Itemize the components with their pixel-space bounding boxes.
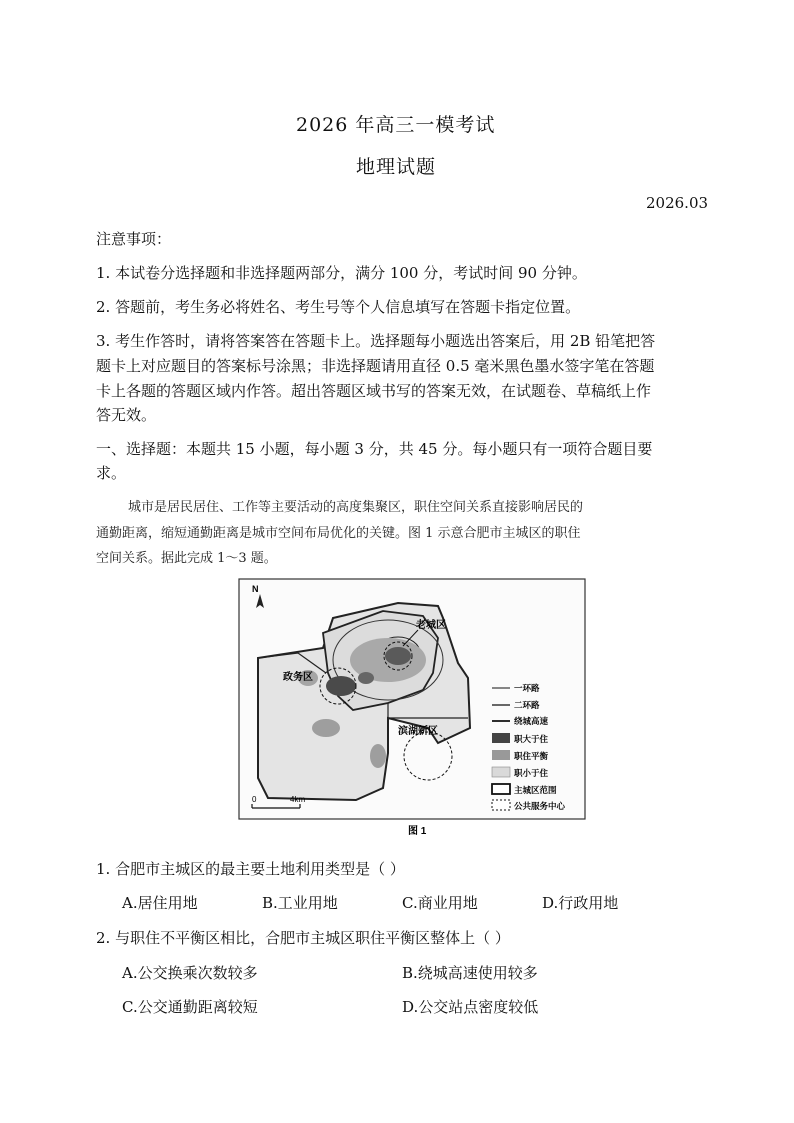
question-1-stem: 1. 合肥市主城区的最主要土地利用类型是（ ） [96,860,405,878]
note-item-2: 2. 答题前，考生务必将姓名、考生号等个人信息填写在答题卡指定位置。 [96,298,581,316]
section-heading-line: 一、选择题：本题共 15 小题，每小题 3 分，共 45 分。每小题只有一项符合题目要 [96,440,653,458]
question-1-option-c: C.商业用地 [402,894,478,912]
figure-caption: 图 1 [408,826,427,837]
question-1-option-d: D.行政用地 [542,894,619,912]
job-dominant-zone [358,672,374,684]
note-item-3-line: 答无效。 [96,406,157,424]
question-2-option-a: A.公交换乘次数较多 [122,964,258,982]
question-2-option-c: C.公交通勤距离较短 [122,998,258,1016]
legend-symbol-public-service [492,800,510,810]
note-item-1: 1. 本试卷分选择题和非选择题两部分，满分 100 分，考试时间 90 分钟。 [96,264,587,282]
legend-label: 主城区范围 [514,785,557,795]
legend-symbol-main-urban [492,784,510,794]
legend-symbol-job-dominant [492,733,510,743]
label-old-city: 老城区 [416,620,446,631]
question-2-option-d: D.公交站点密度较低 [402,998,539,1016]
exam-title: 2026 年高三一模考试 [296,114,496,136]
legend-label: 公共服务中心 [514,801,566,811]
question-2-option-b: B.绕城高速使用较多 [402,964,538,982]
question-2-stem: 2. 与职住不平衡区相比，合肥市主城区职住平衡区整体上（ ） [96,929,510,947]
question-1-option-a: A.居住用地 [122,894,198,912]
note-item-3-line: 卡上各题的答题区域内作答。超出答题区域书写的答案无效，在试题卷、草稿纸上作 [96,382,652,400]
balanced-zone [312,719,340,737]
hefei-job-housing-map [238,578,588,840]
legend-label: 职小于住 [514,768,549,778]
job-dominant-zone [385,647,411,665]
passage-line: 通勤距离，缩短通勤距离是城市空间布局优化的关键。图 1 示意合肥市主城区的职住 [96,526,581,541]
note-item-3-line: 题卡上对应题目的答案标号涂黑；非选择题请用直径 0.5 毫米黑色墨水签字笔在答题 [96,357,655,375]
legend-symbol-balanced [492,750,510,760]
job-dominant-zone [326,676,356,696]
legend-label: 职住平衡 [514,751,549,761]
label-binhu-district: 滨湖新区 [398,726,438,737]
scale-km: 4km [290,795,306,804]
legend-label: 绕城高速 [514,716,549,726]
legend-label: 一环路 [514,683,540,693]
subject-title: 地理试题 [356,156,437,178]
legend-label: 二环路 [514,700,540,710]
passage-line: 城市是居民居住、工作等主要活动的高度集聚区，职住空间关系直接影响居民的 [128,500,584,515]
section-heading-line: 求。 [96,464,127,482]
note-item-3-line: 3. 考生作答时，请将答案答在答题卡上。选择题每小题选出答案后，用 2B 铅笔把答 [96,332,656,350]
north-label: N [252,584,259,594]
notes-heading: 注意事项： [96,230,172,248]
label-gov-district: 政务区 [283,672,313,683]
legend-label: 职大于住 [514,734,549,744]
exam-date: 2026.03 [646,194,709,212]
scale-zero: 0 [252,795,257,804]
passage-line: 空间关系。据此完成 1～3 题。 [96,551,277,566]
question-1-option-b: B.工业用地 [262,894,338,912]
balanced-zone [370,744,386,768]
legend-symbol-housing-dominant [492,767,510,777]
